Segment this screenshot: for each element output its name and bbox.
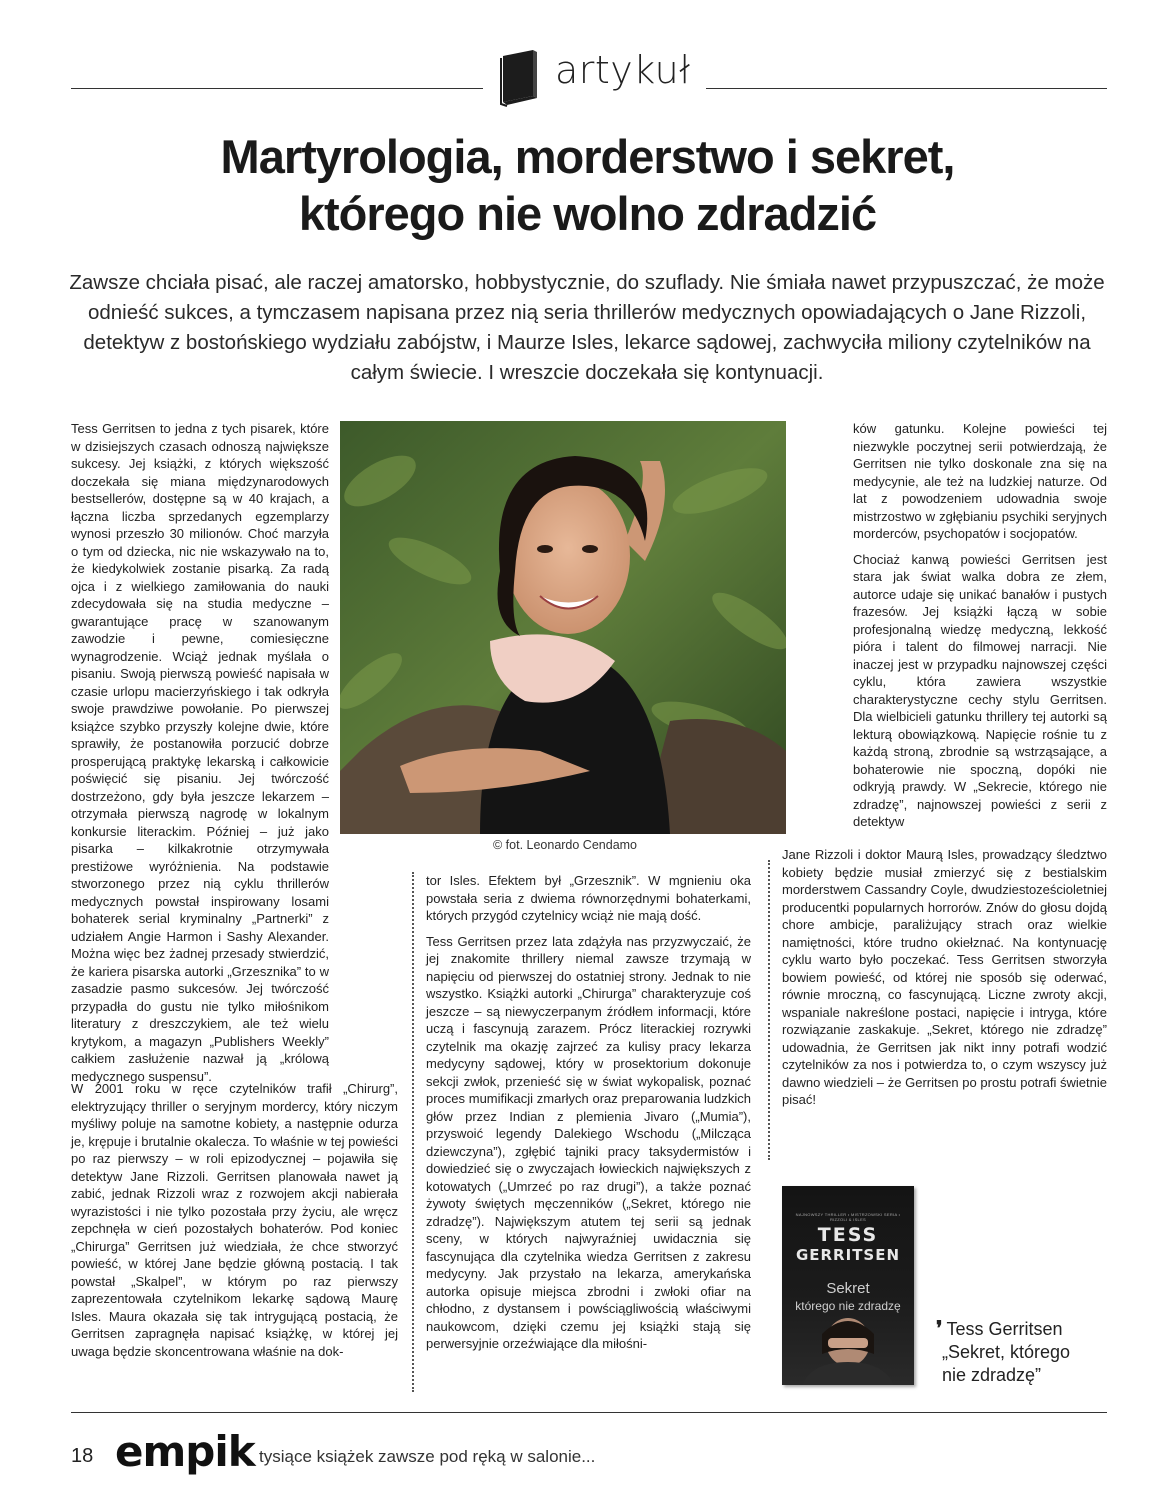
book-cover [782,1186,914,1385]
caption-author: Tess Gerritsen [946,1319,1063,1339]
section-label: artykuł [555,48,691,92]
header-rule-left [71,88,483,89]
cover-author-first: TESS [817,1224,879,1246]
paragraph-col3-3: Jane Rizzoli i doktor Maurą Isles, prowadzący śledztwo kobiety będzie musiał zmierzyć się z bestialskim morderstwem Cassandry Coyle, dwudziestoześcioletniej producentki popularnych horrorów. Znów do głosu dojdą chore ambicje, paraliżujący strach oraz wielkie namiętności, które trudno okiełznać. Na kontynuację cyklu warto było poczekać. Tess Gerritsen stworzyła bowiem powieść, od której nie sposób się oderwać, równie mroczną, co fascynującą. Liczne zwroty akcji, wspaniale nakreślone postaci, napięcie i intryga, które rozwiązanie zaskakuje. „Sekret, którego nie zdradzę” udowadnia, że Gerritsen jak nikt inny potrafi wodzić czytelników za nos i potwierdza to, o czym wszyscy już dawno wiedzieli – że Gerritsen po prostu potrafi świetnie pisać! [782,847,1107,1107]
column-1-top [71,420,329,1093]
author-photo [340,421,786,834]
header-rule-right [706,88,1107,89]
title-line-1: Martyrologia, morderstwo i sekret, [220,130,955,183]
paragraph-chirurg: W 2001 roku w ręce czytelników trafił „Chirurg”, elektryzujący thriller o seryjnym mordercy, który niczym myśliwy poluje na samotne kobiety, a następnie odurza je, krępuje i brutalnie okalecza. To właśnie w tej powieści po raz pierwszy – w roli epizodycznej – pojawiła się detektyw Jane Rizzoli. Gerritsen planowała nawet ją zabić, jednak Rizzoli wraz z rozwojem akcji nabierała wyrazistości i nie tylko pozostała przy życiu, ale wręcz zepchnęła w cień pozostałych bohaterów. Pod koniec „Chirurga” Gerritsen już wiedziała, że chce stworzyć powieść, w której Jane będzie główną postacią. I tak powstał „Skalpel”, w którym po raz pierwszy zaprezentowała czytelnikom lekarkę sądową Maurę Isles. Maura okazała się tak intrygującą postacią, że Gerritsen zapragnęła napisać książkę, w której jej uwaga będzie skoncentrowana właśnie na dok- [71,1081,398,1359]
article-title [60,128,1115,242]
column-1-bottom [71,1080,398,1368]
title-line-2: którego nie wolno zdradzić [298,187,877,240]
quote-mark-icon: ❜ [936,1318,943,1340]
paragraph-col2-1: tor Isles. Efektem był „Grzesznik”. W mgnieniu oka powstała seria z dwiema równorzędnymi bohaterkami, których przygód czytelnicy wciąż nie mają dość. [426,873,751,923]
cover-title-1: Sekret [826,1280,870,1297]
caption-title-1: „Sekret, którego [942,1342,1071,1362]
column-3-top [853,420,1107,839]
column-divider-right [768,860,770,1160]
page-number: 18 [71,1445,94,1467]
photo-credit: © fot. Leonardo Cendamo [492,838,638,852]
book-icon [497,48,545,108]
paragraph-col3-2: Chociaż kanwą powieści Gerritsen jest stara jak świat walka dobra ze złem, autorce udaje się unikać banałów i pustych frazesów. Jej książki łączą w sobie profesjonalną wiedzę medyczną, lekkość pióra i talent do filmowej narracji. Nie inaczej jest w przypadku najnowszej części cyklu, która zawiera wszystkie charakterystyczne cechy stylu Gerritsen. Dla wielbicieli gatunku thrillery tej autorki są lekturą obowiązkową. Napięcie rośnie tu z każdą stroną, zbrodnie są wstrząsające, a bohaterowie nie spoczną, dopóki nie odkryją prawdy. W „Sekrecie, którego nie zdradzę”, najnowszej powieści z serii z detektyw [853,551,1107,829]
caption-title-2: nie zdradzę” [942,1365,1042,1385]
cover-title-2: którego nie zdradzę [795,1299,901,1313]
footer-tagline: tysiące książek zawsze pod ręką w salonie... [259,1447,596,1466]
column-2 [426,872,751,1361]
book-caption [936,1318,1070,1387]
column-3-bottom [782,846,1107,1117]
cover-figure [782,1314,914,1385]
column-divider-left [412,872,414,1392]
paragraph-intro: Tess Gerritsen to jedna z tych pisarek, które w dzisiejszych czasach odnoszą największe sukcesy. Jej książki, z których większość doczekała się miana międzynarodowych bestsellerów, dostępne są w 40 krajach, a łączna liczba sprzedanych egzemplarzy wynosi przeszło 30 milionów. Choć marzyła o tym od dziecka, nic nie wskazywało na to, że kiedykolwiek zostanie pisarką. Za radą ojca i z wielkiego zamiłowania do nauki zdecydowała się na studia medyczne – gwarantujące pracę w szanowanym zawodzie i pewne, comiesięczne wynagrodzenie. Wciąż jednak myślała o pisaniu. Swoją pierwszą powieść napisała w czasie urlopu macierzyńskiego i tak odkryła swoje prawdziwe powołanie. Po pierwszej książce szybko przyszły kolejne dwie, które sprawiły, że postanowiła porzucić dobrze prosperującą praktykę lekarską i całkowicie poświęcić się pisaniu. Jej twórczość dostrzeżono, gdy była jeszcze lekarzem – otrzymała pierwszą nagrodę w lokalnym konkursie literackim. Później – już jako pisarka – kilkakrotnie otrzymywała prestiżowe wyróżnienia. Na podstawie stworzonego przez nią cyklu thrillerów medycznych powstał inspirowany losami bohaterek serial kryminalny „Partnerki” z udziałem Angie Harmon i Sashy Alexander. Można więc bez żadnej przesady stwierdzić, że kariera pisarska autorki „Grzesznika” to w zasadzie pasmo sukcesów. Jej twórczość przypadła do gustu nie tylko miłośnikom literatury z dreszczykiem, ale też wielu krytykom, a magazyn „Publishers Weekly” całkiem zasłużenie nazwał ją „królową medycznego suspensu”. [71,421,329,1084]
paragraph-col2-2: Tess Gerritsen przez lata zdążyła nas przyzwyczaić, że jej znakomite thrillery niemal zawsze trzymają w napięciu od pierwszej do ostatniej strony. Jednak to nie wszystko. Książki autorki „Chirurga” charakteryzuje coś jeszcze – są niewyczerpanym źródłem informacji, które uczą i fascynują zarazem. Prócz literackiej rozrywki czytelnik ma okazję zajrzeć za kulisy pracy lekarza medycyny sądowej, który w prosektorium dokonuje sekcji zwłok, przenieść się w świat wykopalisk, poznać proces mumifikacji zmarłych oraz preparowania ludzkich głów przez Indian z plemienia Jivaro („Mumia”), przyswoić legendy Dalekiego Wschodu („Milcząca dziewczyna”), zgłębić tajniki pracy taksydermistów i dowiedzieć się o zwyczajach łowieckich największych z kotowatych („Umrzeć po raz drugi”), a także poznać żywoty świętych męczenników („Sekret, którego nie zdradzę”). Największym atutem tej serii są jednak sceny, w których najwyraźniej uwidacznia się fascynująca dla czytelnika wiedza Gerritsen z zakresu medycyny. Jak przystało na lekarza, amerykańska autorka opisuje miejsca zbrodni i zwłoki ofiar na chłodno, z dystansem i powściągliwością właściwymi naukowcom, dzięki czemu jej książki stają się perwersyjnie orzeźwiające dla miłośni- [426,933,751,1351]
paragraph-col3-1: ków gatunku. Kolejne powieści tej niezwykle poczytnej serii potwierdzają, że Gerritsen nie tylko doskonale zna się na medycynie, ale też na ludzkiej naturze. Od lat z powodzeniem udowadnia swoje mistrzostwo w zgłębianiu psychiki seryjnych morderców, psychopatów i socjopatów. [853,421,1107,541]
empik-logo: empik [115,1427,255,1476]
cover-author-last: GERRITSEN [795,1246,901,1264]
article-lead: Zawsze chciała pisać, ale raczej amatorsko, hobbystycznie, do szuflady. Nie śmiała nawet przypuszczać, że może odnieść sukces, a tymczasem napisana przez nią seria thrillerów medycznych opowiadających o Jane Rizzoli, detektyw z bostońskiego wydziału zabójstw, i Maurze Isles, lekarce sądowej, zachwyciła miliony czytelników na całym świecie. I wreszcie doczekała się kontynuacji. [69,271,1105,384]
footer-rule [71,1412,1107,1413]
cover-top-line: NAJNOWSZY THRILLER • MISTRZOWSKI SERIA • RIZZOLI & ISLES [795,1212,901,1222]
